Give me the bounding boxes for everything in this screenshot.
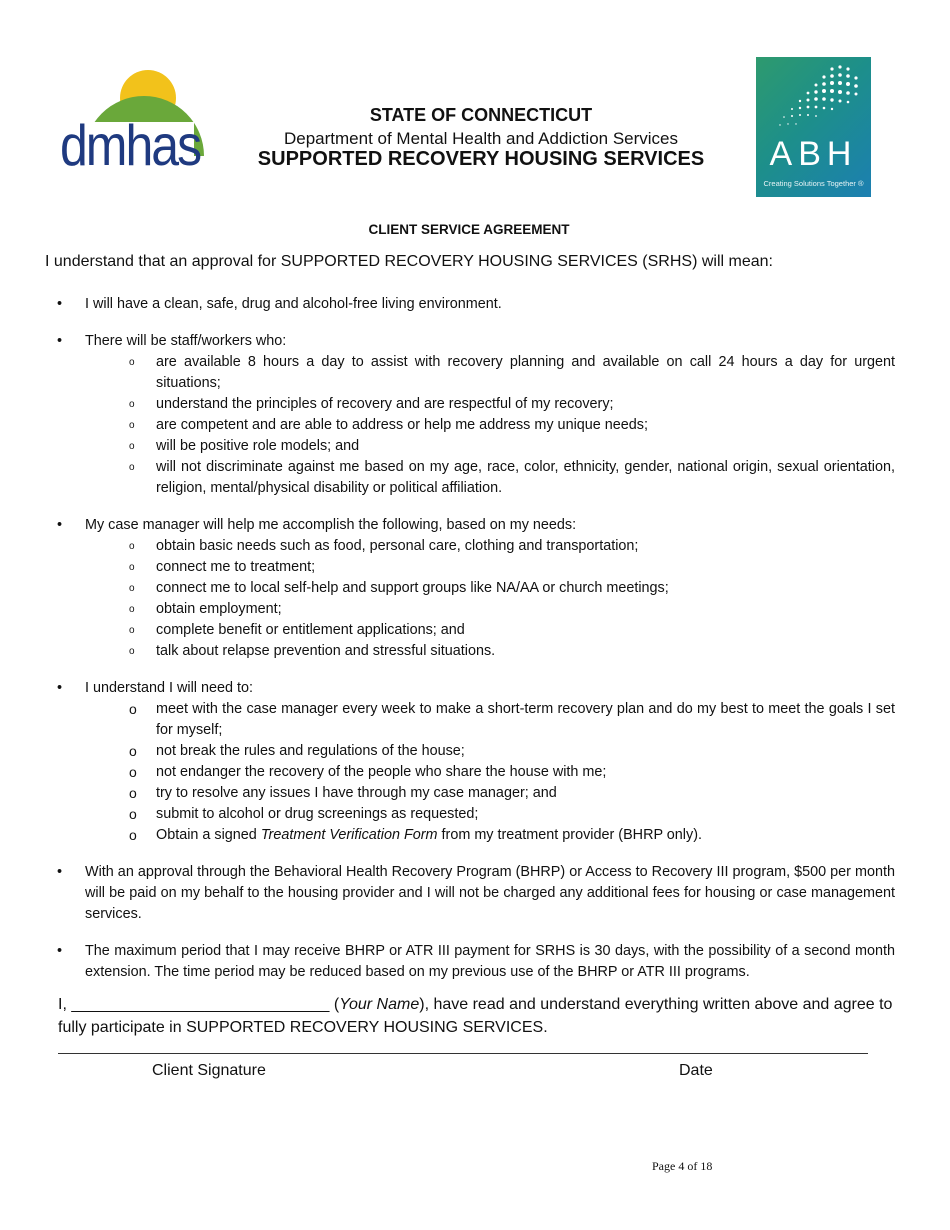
sub-item: o connect me to treatment; (57, 557, 895, 578)
sub-item: o understand the principles of recovery and are respectful of my recovery; (57, 394, 895, 415)
bullet-icon: • (57, 680, 63, 696)
sub-bullet-icon: o (129, 743, 137, 759)
bullet-item (57, 515, 895, 536)
bullet-text: With an approval through the Behavioral Health Recovery Program (BHRP) or Access to Recovery III program, $500 per month will be paid on my behalf to the housing provider and I will not be charged any additional fees for housing or case management services. (85, 864, 895, 922)
abh-logo-text: ABH (769, 135, 858, 173)
date-label: Date (679, 1062, 713, 1079)
bullet-text: The maximum period that I may receive BHRP or ATR III payment for SRHS is 30 days, with the possibility of a second month extension. The time period may be reduced based on my previous use of the BHRP or ATR III programs. (85, 943, 895, 980)
bullet-item (57, 331, 895, 352)
signature-line[interactable] (58, 1053, 868, 1054)
state-heading: STATE OF CONNECTICUT (369, 105, 593, 125)
abh-logo (756, 57, 871, 197)
bullet-text: I understand I will need to: (85, 680, 253, 696)
acknowledgement-text: I, _____________________________ (Your Name), have read and understand everything written above and agree to fully participate in SUPPORTED RECOVERY HOUSING SERVICES. (58, 996, 893, 1036)
bullet-item (57, 862, 895, 925)
bullet-item (57, 678, 895, 699)
sub-item: o Obtain a signed Treatment Verification Form from my treatment provider (BHRP only). (57, 825, 895, 846)
sub-bullet-icon: o (129, 764, 137, 780)
sub-bullet-icon: o (129, 441, 135, 452)
bullet-text: There will be staff/workers who: (85, 333, 287, 349)
bullet-text: I will have a clean, safe, drug and alcohol-free living environment. (85, 296, 502, 312)
sub-bullet-icon: o (129, 604, 135, 615)
sub-bullet-icon: o (129, 357, 135, 368)
sub-bullet-icon: o (129, 420, 135, 431)
sub-item: o talk about relapse prevention and stressful situations. (57, 641, 895, 662)
sub-item: o not break the rules and regulations of the house; (57, 741, 895, 762)
sub-bullet-icon: o (129, 827, 137, 843)
sub-item: o will be positive role models; and (57, 436, 895, 457)
sub-item: o complete benefit or entitlement applications; and (57, 620, 895, 641)
bullet-icon: • (57, 296, 63, 312)
sub-bullet-icon: o (129, 399, 135, 410)
page-number: Page 4 of 18 (652, 1159, 713, 1173)
sub-bullet-icon: o (129, 785, 137, 801)
sub-bullet-icon: o (129, 462, 135, 473)
name-blank[interactable]: _____________________________ (71, 996, 330, 1013)
sub-item: o try to resolve any issues I have through my case manager; and (57, 783, 895, 804)
sub-item: o meet with the case manager every week to make a short-term recovery plan and do my best to meet the goals I set for myself; (129, 701, 895, 738)
bullet-icon: • (57, 333, 63, 349)
bullet-text: My case manager will help me accomplish the following, based on my needs: (85, 517, 577, 533)
bullet-item (57, 294, 895, 315)
sub-item: o connect me to local self-help and support groups like NA/AA or church meetings; (57, 578, 895, 599)
dmhas-logo-text: dmhas (60, 113, 201, 178)
sub-bullet-icon: o (129, 625, 135, 636)
dot-pattern-icon (770, 63, 870, 135)
sub-bullet-icon: o (129, 646, 135, 657)
department-heading: Department of Mental Health and Addiction Services (283, 129, 679, 148)
bullet-icon: • (57, 517, 63, 533)
form-name: Treatment Verification Form (260, 827, 438, 843)
abh-tagline: Creating Solutions Together ® (763, 179, 864, 188)
sub-item: o submit to alcohol or drug screenings as requested; (57, 804, 895, 825)
sub-item: o obtain employment; (57, 599, 895, 620)
bullet-item (57, 941, 895, 983)
sub-bullet-icon: o (129, 806, 137, 822)
sub-item: o not endanger the recovery of the people who share the house with me; (57, 762, 895, 783)
bullet-icon: • (57, 864, 63, 880)
page-title: CLIENT SERVICE AGREEMENT (368, 222, 570, 237)
agreement-body (57, 294, 895, 983)
sub-bullet-icon: o (129, 562, 135, 573)
sub-bullet-icon: o (129, 541, 135, 552)
your-name-hint: Your Name (339, 996, 420, 1013)
client-signature-label: Client Signature (152, 1062, 266, 1079)
sub-bullet-icon: o (129, 701, 137, 717)
dmhas-logo (60, 68, 201, 178)
bullet-icon: • (57, 943, 63, 959)
sub-item: o are competent and are able to address or help me address my unique needs; (57, 415, 895, 436)
sub-item: o obtain basic needs such as food, personal care, clothing and transportation; (57, 536, 895, 557)
program-heading: SUPPORTED RECOVERY HOUSING SERVICES (257, 148, 705, 170)
sub-item: o will not discriminate against me based on my age, race, color, ethnicity, gender, national origin, sexual orientation, religion, mental/physical disability or political affiliation. (129, 459, 895, 496)
sub-bullet-icon: o (129, 583, 135, 594)
sub-item: o are available 8 hours a day to assist with recovery planning and available on call 24 hours a day for urgent situations; (129, 354, 895, 391)
intro-text: I understand that an approval for SUPPORTED RECOVERY HOUSING SERVICES (SRHS) will mean: (45, 253, 773, 270)
